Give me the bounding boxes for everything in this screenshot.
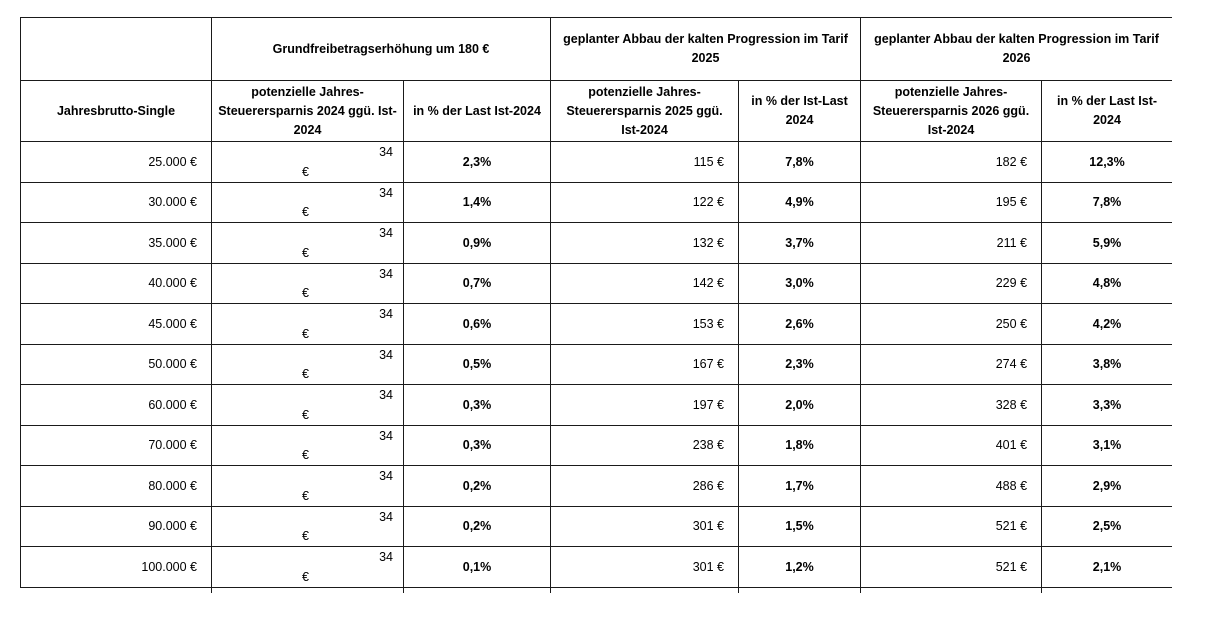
column-header-pct-2026: in % der Last Ist-2024 (1042, 81, 1172, 142)
cell-savings-2026: 195 € (861, 182, 1042, 223)
cell-savings-2025: 286 € (551, 466, 739, 507)
column-header-savings-2024: potenzielle Jahres-Steuerersparnis 2024 ggü. Ist-2024 (212, 81, 404, 142)
cell-pct-2026: 12,3% (1042, 142, 1172, 183)
column-header-income: Jahresbrutto-Single (21, 81, 212, 142)
cell-savings-2024-amount: 34 (379, 428, 393, 443)
cell-pct-2025: 1,7% (739, 466, 861, 507)
cell-savings-2024-currency: € (302, 448, 309, 462)
cell-pct-2025: 2,3% (739, 344, 861, 385)
cell-pct-2024: 2,3% (404, 142, 551, 183)
table-row (21, 385, 1173, 426)
cell-income: 40.000 € (21, 263, 212, 304)
table-row (21, 466, 1173, 507)
cell-savings-2024 (212, 304, 404, 345)
table-row (21, 223, 1173, 264)
cell-pct-2025: 3,7% (739, 223, 861, 264)
cell-savings-2024-amount: 34 (379, 509, 393, 524)
cut-off-cell (21, 587, 212, 593)
cell-income: 70.000 € (21, 425, 212, 466)
cell-pct-2026: 3,3% (1042, 385, 1172, 426)
cell-pct-2024: 0,2% (404, 506, 551, 547)
cut-off-cell (404, 587, 551, 593)
cell-savings-2024-currency: € (302, 367, 309, 381)
cell-savings-2024-currency: € (302, 245, 309, 260)
cell-savings-2024 (212, 466, 404, 507)
cell-savings-2024 (212, 182, 404, 223)
tax-table-sheet (20, 17, 1172, 593)
cell-savings-2024 (212, 344, 404, 385)
corner-cell (21, 18, 212, 81)
cell-pct-2024: 0,3% (404, 385, 551, 426)
cell-savings-2026: 211 € (861, 223, 1042, 264)
cell-savings-2024 (212, 142, 404, 183)
column-header-savings-2025: potenzielle Jahres-Steuerersparnis 2025 ggü. Ist-2024 (551, 81, 739, 142)
cell-pct-2024: 0,3% (404, 425, 551, 466)
cell-pct-2025: 3,0% (739, 263, 861, 304)
cell-pct-2026: 7,8% (1042, 182, 1172, 223)
cell-income: 30.000 € (21, 182, 212, 223)
cell-savings-2025: 301 € (551, 547, 739, 588)
cell-pct-2025: 7,8% (739, 142, 861, 183)
cell-savings-2025: 238 € (551, 425, 739, 466)
cell-savings-2026: 250 € (861, 304, 1042, 345)
cell-savings-2025: 115 € (551, 142, 739, 183)
cell-savings-2024 (212, 223, 404, 264)
cell-savings-2026: 328 € (861, 385, 1042, 426)
cell-pct-2025: 2,0% (739, 385, 861, 426)
cell-pct-2024: 0,5% (404, 344, 551, 385)
cell-savings-2024-amount: 34 (379, 185, 393, 200)
cell-savings-2025: 301 € (551, 506, 739, 547)
cell-savings-2025: 153 € (551, 304, 739, 345)
table-row (21, 182, 1173, 223)
cell-income: 100.000 € (21, 547, 212, 588)
cell-income: 60.000 € (21, 385, 212, 426)
cut-off-cell (551, 587, 739, 593)
cell-savings-2024-currency: € (302, 569, 309, 584)
cell-savings-2024 (212, 547, 404, 588)
cell-pct-2025: 4,9% (739, 182, 861, 223)
table-row (21, 506, 1173, 547)
cell-income: 90.000 € (21, 506, 212, 547)
cut-off-row (21, 587, 1173, 593)
cell-savings-2024-amount: 34 (379, 550, 393, 564)
cell-pct-2026: 5,9% (1042, 223, 1172, 264)
cell-savings-2024-amount: 34 (379, 266, 393, 281)
column-header-pct-2024: in % der Last Ist-2024 (404, 81, 551, 142)
table-row (21, 344, 1173, 385)
table-row (21, 263, 1173, 304)
cell-savings-2024-currency: € (302, 488, 309, 503)
table-row (21, 425, 1173, 466)
cell-savings-2024-currency: € (302, 286, 309, 300)
cell-pct-2024: 0,6% (404, 304, 551, 345)
tax-comparison-table (20, 17, 1172, 593)
table-row (21, 547, 1173, 588)
group-header-row (21, 18, 1173, 81)
cut-off-cell (1042, 587, 1172, 593)
cell-pct-2025: 1,2% (739, 547, 861, 588)
cell-pct-2026: 2,5% (1042, 506, 1172, 547)
cell-savings-2026: 521 € (861, 547, 1042, 588)
cell-pct-2024: 0,1% (404, 547, 551, 588)
cell-savings-2026: 229 € (861, 263, 1042, 304)
cell-income: 80.000 € (21, 466, 212, 507)
cell-savings-2024-amount: 34 (379, 145, 393, 159)
cell-savings-2025: 122 € (551, 182, 739, 223)
column-header-savings-2026: potenzielle Jahres-Steuerersparnis 2026 ggü. Ist-2024 (861, 81, 1042, 142)
cell-pct-2024: 0,7% (404, 263, 551, 304)
cell-pct-2026: 3,8% (1042, 344, 1172, 385)
cell-savings-2025: 142 € (551, 263, 739, 304)
cell-pct-2025: 1,5% (739, 506, 861, 547)
cell-pct-2026: 2,1% (1042, 547, 1172, 588)
cell-savings-2024-currency: € (302, 205, 309, 219)
cell-savings-2024-currency: € (302, 407, 309, 422)
cell-income: 25.000 € (21, 142, 212, 183)
cell-savings-2024-amount: 34 (379, 469, 393, 483)
cell-pct-2024: 1,4% (404, 182, 551, 223)
cell-pct-2026: 3,1% (1042, 425, 1172, 466)
cell-savings-2024-amount: 34 (379, 347, 393, 362)
cell-savings-2024 (212, 506, 404, 547)
cell-pct-2024: 0,9% (404, 223, 551, 264)
cell-savings-2025: 167 € (551, 344, 739, 385)
cell-savings-2024-currency: € (302, 529, 309, 543)
cell-savings-2024 (212, 263, 404, 304)
cell-pct-2025: 1,8% (739, 425, 861, 466)
cell-savings-2026: 488 € (861, 466, 1042, 507)
cell-savings-2024-currency: € (302, 326, 309, 341)
cell-savings-2026: 521 € (861, 506, 1042, 547)
cell-pct-2026: 4,8% (1042, 263, 1172, 304)
cut-off-cell (739, 587, 861, 593)
cell-savings-2024 (212, 425, 404, 466)
table-row (21, 304, 1173, 345)
cell-savings-2026: 182 € (861, 142, 1042, 183)
cell-savings-2024 (212, 385, 404, 426)
group-header-2026: geplanter Abbau der kalten Progression im Tarif 2026 (861, 18, 1172, 81)
cut-off-cell (861, 587, 1042, 593)
group-header-2025: geplanter Abbau der kalten Progression im Tarif 2025 (551, 18, 861, 81)
cell-pct-2026: 2,9% (1042, 466, 1172, 507)
cell-income: 45.000 € (21, 304, 212, 345)
cell-pct-2026: 4,2% (1042, 304, 1172, 345)
cell-savings-2024-currency: € (302, 164, 309, 179)
cut-off-cell (212, 587, 404, 593)
cell-pct-2025: 2,6% (739, 304, 861, 345)
cell-savings-2025: 197 € (551, 385, 739, 426)
cell-income: 50.000 € (21, 344, 212, 385)
cell-savings-2024-amount: 34 (379, 226, 393, 240)
cell-savings-2024-amount: 34 (379, 307, 393, 321)
cell-savings-2025: 132 € (551, 223, 739, 264)
cell-savings-2026: 401 € (861, 425, 1042, 466)
table-row (21, 142, 1173, 183)
cell-income: 35.000 € (21, 223, 212, 264)
cell-pct-2024: 0,2% (404, 466, 551, 507)
column-header-pct-2025: in % der Ist-Last 2024 (739, 81, 861, 142)
group-header-grundfreibetrag: Grundfreibetragserhöhung um 180 € (212, 18, 551, 81)
cell-savings-2026: 274 € (861, 344, 1042, 385)
cell-savings-2024-amount: 34 (379, 388, 393, 402)
column-header-row (21, 81, 1173, 142)
